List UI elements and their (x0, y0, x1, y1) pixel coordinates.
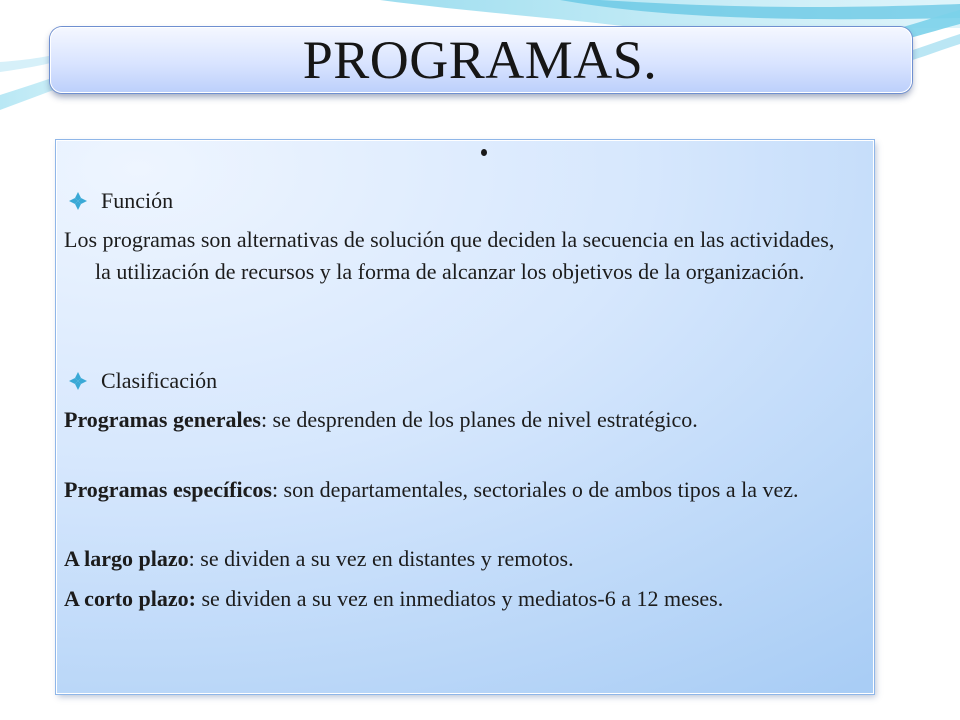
section-heading-funcion (64, 186, 173, 216)
paragraph-largo-plazo (64, 543, 854, 575)
page-title: PROGRAMAS. (302, 30, 658, 90)
section-heading-label: Clasificación (101, 368, 218, 393)
paragraph-label: A largo plazo (64, 546, 189, 571)
diamond-bullet-icon (68, 191, 88, 211)
paragraph-label: Programas específicos (64, 477, 272, 502)
section-heading-clasificacion (64, 366, 217, 396)
subtitle-dot (481, 149, 487, 156)
paragraph-text: : se desprenden de los planes de nivel estratégico. (260, 407, 698, 432)
paragraph-text: : se dividen a su vez en distantes y remotos. (188, 546, 574, 571)
paragraph-text: se dividen a su vez en inmediatos y mediatos-6 a 12 meses. (195, 586, 724, 611)
diamond-bullet-icon (68, 371, 88, 391)
paragraph-funcion (64, 224, 854, 287)
paragraph-text: : son departamentales, sectoriales o de ambos tipos a la vez. (271, 477, 799, 502)
paragraph-corto-plazo (64, 583, 854, 615)
paragraph-label: Programas generales (64, 407, 261, 432)
paragraph-programas-especificos (64, 474, 854, 506)
section-heading-label: Función (101, 188, 174, 213)
paragraph-programas-generales (64, 404, 854, 436)
paragraph-label: A corto plazo: (64, 586, 196, 611)
paragraph-text: Los programas son alternativas de solución que deciden la secuencia en las actividades, la utilización de recursos y la forma de alcanzar los objetivos de la organización. (64, 227, 835, 284)
